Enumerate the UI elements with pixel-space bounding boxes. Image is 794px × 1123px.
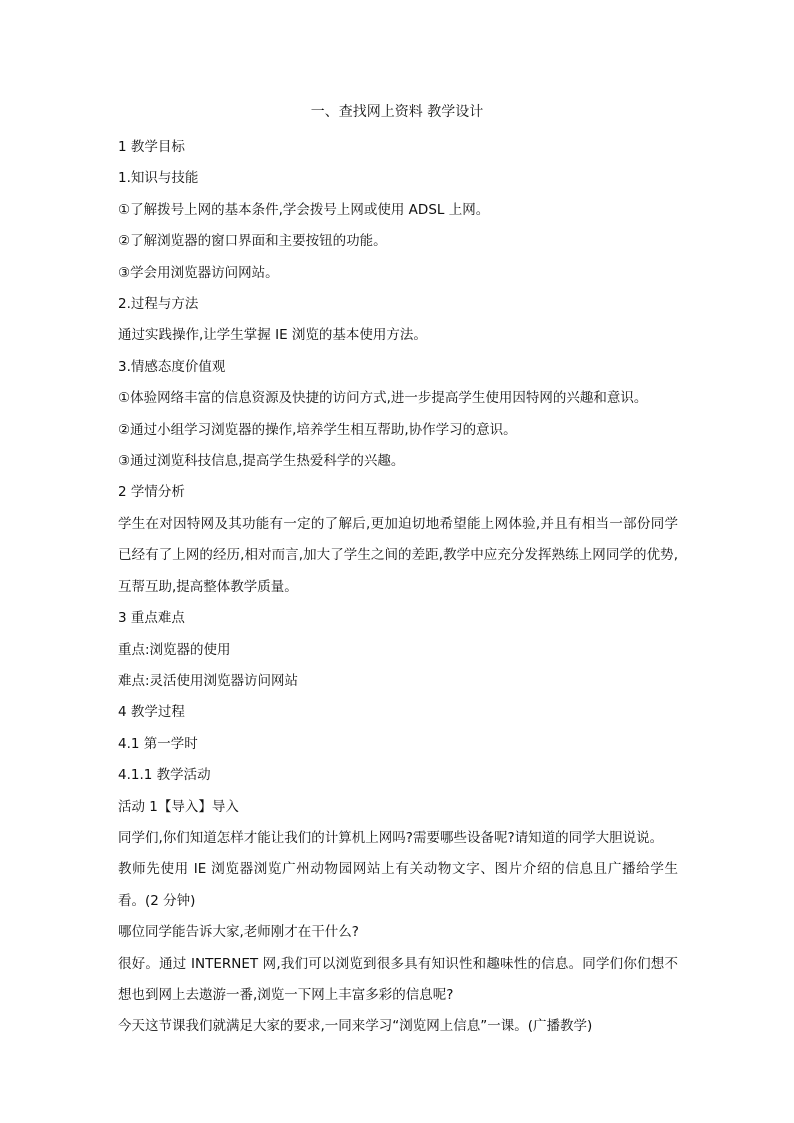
list-item: ②通过小组学习浏览器的操作,培养学生相互帮助,协作学习的意识。 bbox=[118, 421, 517, 438]
subheading-activity: 4.1.1 教学活动 bbox=[118, 767, 211, 784]
paragraph: 学生在对因特网及其功能有一定的了解后,更加迫切地希望能上网体验,并且有相当一部份同学已经有了上网的经历,相对而言,加大了学生之间的差距,教学中应充分发挥熟练上网同学的优势,互帮互助,提高整体教学质量。 bbox=[118, 515, 678, 595]
document-body bbox=[118, 132, 678, 1043]
paragraph: 同学们,你们知道怎样才能让我们的计算机上网吗?需要哪些设备呢?请知道的同学大胆说说。 bbox=[118, 829, 664, 846]
list-item: ①体验网络丰富的信息资源及快捷的访问方式,进一步提高学生使用因特网的兴趣和意识。 bbox=[118, 390, 648, 407]
subheading-lesson: 4.1 第一学时 bbox=[118, 735, 198, 752]
paragraph: 难点:灵活使用浏览器访问网站 bbox=[118, 672, 299, 689]
list-item: ③学会用浏览器访问网站。 bbox=[118, 264, 279, 281]
section-heading-process: 4 教学过程 bbox=[118, 704, 185, 721]
paragraph: 今天这节课我们就满足大家的要求,一同来学习“浏览网上信息”一课。(广播教学) bbox=[118, 1018, 593, 1035]
section-heading-analysis: 2 学情分析 bbox=[118, 484, 185, 501]
paragraph: 哪位同学能告诉大家,老师刚才在干什么? bbox=[118, 924, 359, 941]
list-item: ③通过浏览科技信息,提高学生热爱科学的兴趣。 bbox=[118, 453, 405, 470]
subheading-knowledge-skills: 1.知识与技能 bbox=[118, 170, 199, 187]
paragraph: 很好。通过 INTERNET 网,我们可以浏览到很多具有知识性和趣味性的信息。同学们你们想不想也到网上去遨游一番,浏览一下网上丰富多彩的信息呢? bbox=[118, 955, 678, 1003]
paragraph: 通过实践操作,让学生掌握 IE 浏览的基本使用方法。 bbox=[118, 327, 427, 344]
paragraph: 教师先使用 IE 浏览器浏览广州动物园网站上有关动物文字、图片介绍的信息且广播给学生看。(2 分钟) bbox=[118, 861, 678, 909]
subheading-process-method: 2.过程与方法 bbox=[118, 296, 199, 313]
activity-title: 活动 1【导入】导入 bbox=[118, 798, 239, 815]
subheading-attitude-values: 3.情感态度价值观 bbox=[118, 358, 226, 375]
section-heading-objectives: 1 教学目标 bbox=[118, 139, 185, 155]
document-title: 一、查找网上资料 教学设计 bbox=[310, 104, 484, 120]
paragraph: 重点:浏览器的使用 bbox=[118, 641, 231, 658]
list-item: ②了解浏览器的窗口界面和主要按钮的功能。 bbox=[118, 233, 387, 250]
section-heading-key-points: 3 重点难点 bbox=[118, 610, 185, 627]
list-item: ①了解拨号上网的基本条件,学会拨号上网或使用 ADSL 上网。 bbox=[118, 201, 490, 218]
